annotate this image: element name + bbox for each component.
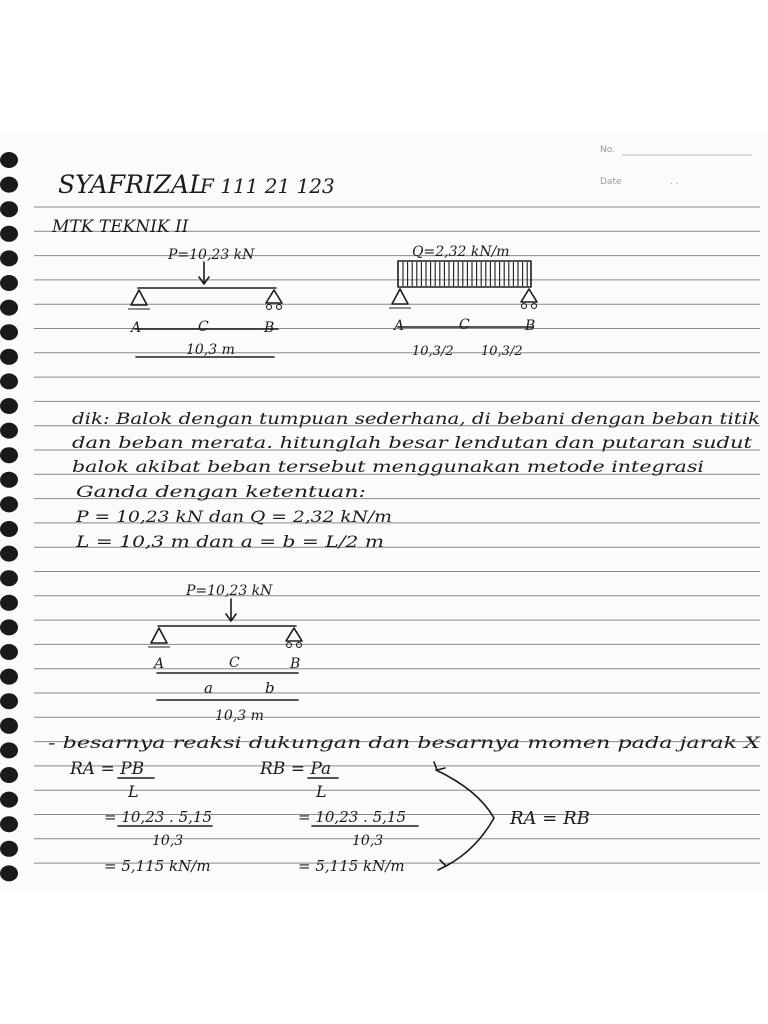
support-b-label: B [290,656,301,672]
binding-hole [0,177,18,193]
ra-denominator: L [128,782,139,801]
binding-hole [0,447,18,463]
binding-hole [0,644,18,660]
span-label: 10,3 m [215,708,264,724]
rb-equation: RB = Pa [260,759,332,779]
support-a-label: A [131,320,142,336]
problem-statement [72,409,760,551]
rb-denominator: L [316,782,327,801]
binding-hole [0,841,18,857]
roller-support-b [286,628,302,641]
binding-holes [0,152,18,881]
beam-diagram-point-load [128,247,282,358]
problem-line-4: Ganda dengan ketentuan: [76,482,366,501]
binding-hole [0,742,18,758]
distributed-load-label: Q=2,32 kN/m [412,244,510,260]
given-values-1: P = 10,23 kN dan Q = 2,32 kN/m [74,507,392,526]
binding-hole [0,472,18,488]
roller-wheel [267,305,272,310]
date-label: Date [600,177,622,187]
rb-substitution: = 10,23 . 5,15 [298,808,406,826]
ra-sub-denominator: 10,3 [152,833,184,849]
support-a-label: A [394,318,405,334]
binding-hole [0,373,18,389]
segment-a-label: a [204,679,213,697]
binding-hole [0,398,18,414]
given-values-2: L = 10,3 m dan a = b = L/2 m [74,532,384,551]
load-block [398,261,531,287]
student-id: F 111 21 123 [200,174,335,198]
binding-hole [0,250,18,266]
binding-hole [0,546,18,562]
solution [48,733,761,875]
ra-result: = 5,115 kN/m [104,857,211,875]
date-dots: . . [670,177,679,187]
binding-hole [0,570,18,586]
mid-label: C [229,655,240,671]
mid-label: C [198,319,209,335]
half-span-left: 10,3/2 [412,344,454,359]
binding-hole [0,816,18,832]
conclusion: RA = RB [510,808,590,829]
rb-sub-denominator: 10,3 [352,833,384,849]
load-hatching [403,262,527,286]
binding-hole [0,767,18,783]
binding-hole [0,792,18,808]
mid-label: C [459,317,470,333]
roller-support-b [266,290,282,303]
binding-hole [0,619,18,635]
support-b-label: B [525,318,536,334]
ra-equation: RA = PB [70,759,145,779]
binding-hole [0,865,18,881]
beam-diagram-point-load-ab [148,583,302,724]
span-label: 10,3 m [186,342,235,358]
binding-hole [0,324,18,340]
binding-hole [0,669,18,685]
binding-hole [0,275,18,291]
pin-support-a [151,628,167,643]
beam-diagram-distributed-load [389,244,537,359]
problem-line-3: balok akibat beban tersebut menggunakan metode integrasi [72,457,704,476]
bracket-arrow [436,770,494,866]
binding-hole [0,201,18,217]
problem-line-2: dan beban merata. hitunglah besar lendutan dan putaran sudut [72,433,753,452]
no-label: No. [600,145,615,155]
ra-substitution: = 10,23 . 5,15 [104,808,212,826]
segment-b-label: b [265,679,275,697]
roller-wheel [277,305,282,310]
point-load-label: P=10,23 kN [186,583,273,599]
binding-hole [0,718,18,734]
roller-support-b [521,289,537,302]
roller-wheel [287,643,292,648]
half-span-right: 10,3/2 [481,344,523,359]
binding-hole [0,693,18,709]
bracket-arrowhead-bottom [438,860,446,870]
support-b-label: B [264,320,275,336]
rb-result: = 5,115 kN/m [298,857,405,875]
support-a-label: A [154,656,165,672]
binding-hole [0,300,18,316]
binding-hole [0,496,18,512]
binding-hole [0,595,18,611]
binding-hole [0,226,18,242]
author-name: SYAFRIZAL [58,170,206,199]
solution-heading: - besarnya reaksi dukungan dan besarnya momen pada jarak X [48,733,761,752]
problem-line-1: dik: Balok dengan tumpuan sederhana, di bebani dengan beban titik [72,409,760,428]
binding-hole [0,423,18,439]
roller-wheel [297,643,302,648]
course-title: MTK TEKNIK II [52,217,189,237]
pin-support-a [131,290,147,305]
point-load-label: P=10,23 kN [168,247,255,263]
binding-hole [0,521,18,537]
binding-hole [0,152,18,168]
pin-support-a [392,289,408,304]
binding-hole [0,349,18,365]
